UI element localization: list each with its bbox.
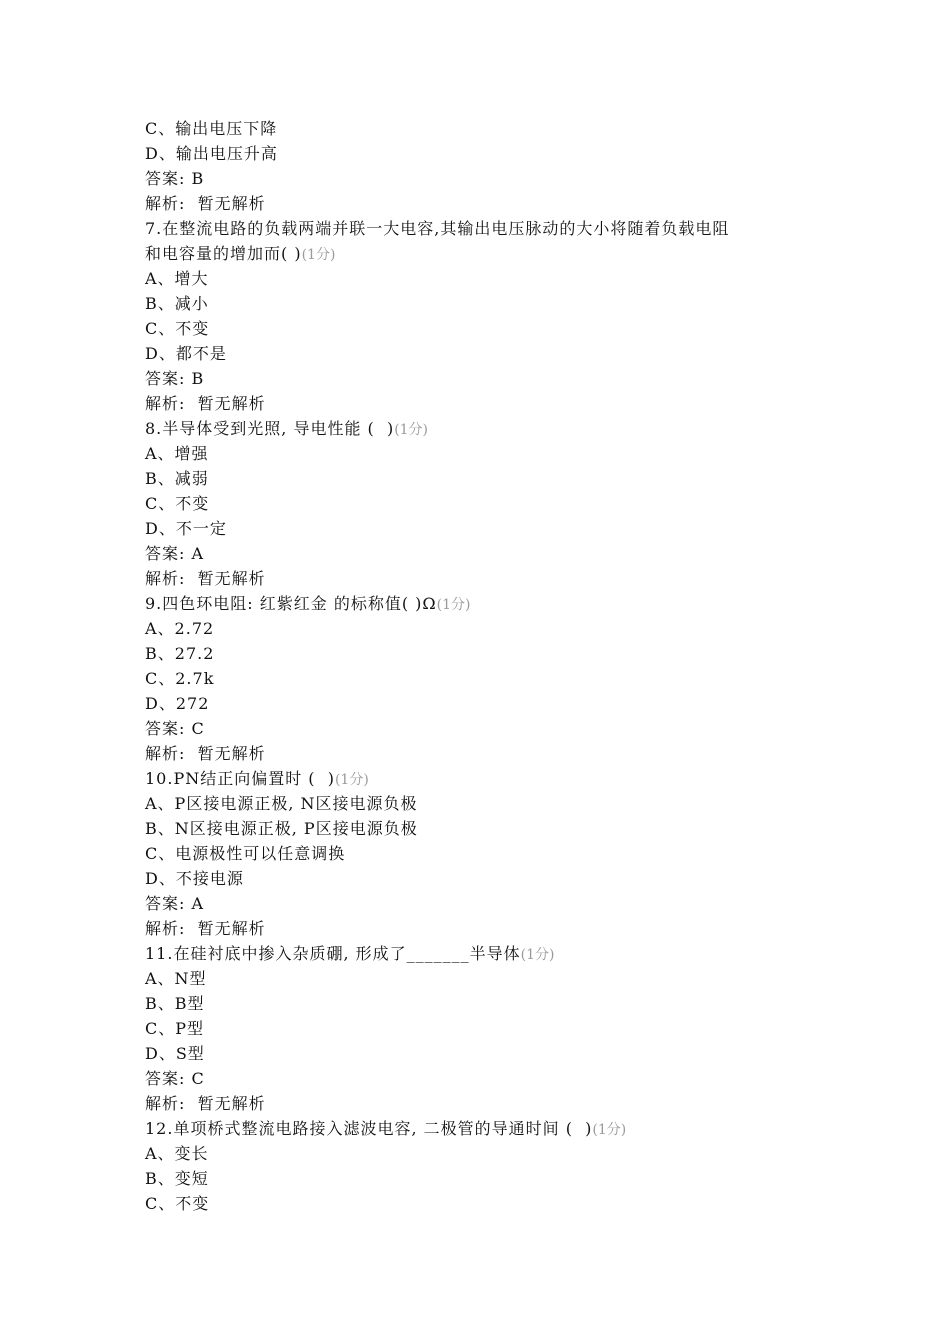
line-text: 答案: B xyxy=(145,369,205,388)
score-label: (1分) xyxy=(436,597,471,613)
text-line xyxy=(145,1066,845,1091)
line-text: B、减小 xyxy=(145,294,209,313)
line-text: 答案: B xyxy=(145,169,205,188)
text-line xyxy=(145,541,845,566)
line-text: A、增大 xyxy=(145,269,209,288)
line-text: A、变长 xyxy=(145,1144,209,1163)
text-line xyxy=(145,666,845,691)
line-text: A、2.72 xyxy=(145,619,215,638)
text-line xyxy=(145,766,845,791)
line-text: 解析: 暂无解析 xyxy=(145,194,266,213)
text-line xyxy=(145,166,845,191)
line-text: C、输出电压下降 xyxy=(145,119,278,138)
line-text: D、S型 xyxy=(145,1044,205,1063)
line-text: B、27.2 xyxy=(145,644,215,663)
text-line xyxy=(145,291,845,316)
text-line xyxy=(145,891,845,916)
text-line xyxy=(145,1191,845,1216)
text-line xyxy=(145,641,845,666)
line-text: 解析: 暂无解析 xyxy=(145,394,266,413)
line-text: B、N区接电源正极, P区接电源负极 xyxy=(145,819,418,838)
line-text: C、不变 xyxy=(145,1194,210,1213)
text-line xyxy=(145,516,845,541)
line-text: 答案: C xyxy=(145,719,205,738)
text-line xyxy=(145,991,845,1016)
line-text: A、N型 xyxy=(145,969,207,988)
line-text: C、不变 xyxy=(145,494,210,513)
score-label: (1分) xyxy=(394,422,429,438)
text-line xyxy=(145,191,845,216)
line-text: 11.在硅衬底中掺入杂质硼, 形成了_______半导体 xyxy=(145,944,521,963)
line-text: 9.四色环电阻: 红紫红金 的标称值( )Ω xyxy=(145,594,437,613)
text-line xyxy=(145,691,845,716)
text-line xyxy=(145,341,845,366)
line-text: 解析: 暂无解析 xyxy=(145,744,266,763)
line-text: 10.PN结正向偏置时 ( ) xyxy=(145,769,335,788)
text-line xyxy=(145,491,845,516)
text-line xyxy=(145,616,845,641)
text-line xyxy=(145,1016,845,1041)
line-text: 答案: C xyxy=(145,1069,205,1088)
text-line xyxy=(145,141,845,166)
line-text: 12.单项桥式整流电路接入滤波电容, 二极管的导通时间 ( ) xyxy=(145,1119,593,1138)
text-line xyxy=(145,1041,845,1066)
text-line xyxy=(145,466,845,491)
text-line xyxy=(145,716,845,741)
line-text: 答案: A xyxy=(145,544,205,563)
line-text: C、不变 xyxy=(145,319,210,338)
line-text: 7.在整流电路的负载两端并联一大电容,其输出电压脉动的大小将随着负载电阻 xyxy=(145,219,730,238)
line-text: B、变短 xyxy=(145,1169,209,1188)
text-line xyxy=(145,391,845,416)
text-line xyxy=(145,416,845,441)
text-line xyxy=(145,1116,845,1141)
text-line xyxy=(145,216,845,241)
text-line xyxy=(145,1091,845,1116)
text-line xyxy=(145,741,845,766)
line-text: 解析: 暂无解析 xyxy=(145,569,266,588)
line-text: A、P区接电源正极, N区接电源负极 xyxy=(145,794,418,813)
score-label: (1分) xyxy=(301,247,336,263)
text-line xyxy=(145,816,845,841)
text-line xyxy=(145,941,845,966)
text-line xyxy=(145,966,845,991)
text-line xyxy=(145,266,845,291)
line-text: C、2.7k xyxy=(145,669,215,688)
text-line xyxy=(145,916,845,941)
line-text: D、不接电源 xyxy=(145,869,244,888)
text-line xyxy=(145,116,845,141)
line-text: 8.半导体受到光照, 导电性能 ( ) xyxy=(145,419,395,438)
line-text: 和电容量的增加而( ) xyxy=(145,244,302,263)
document-page xyxy=(145,116,845,1216)
text-line xyxy=(145,791,845,816)
line-text: B、B型 xyxy=(145,994,205,1013)
line-text: B、减弱 xyxy=(145,469,209,488)
line-text: 解析: 暂无解析 xyxy=(145,1094,266,1113)
score-label: (1分) xyxy=(592,1122,627,1138)
text-line xyxy=(145,441,845,466)
line-text: D、272 xyxy=(145,694,210,713)
text-line xyxy=(145,1166,845,1191)
text-line xyxy=(145,366,845,391)
line-text: A、增强 xyxy=(145,444,209,463)
text-line xyxy=(145,841,845,866)
text-line xyxy=(145,566,845,591)
line-text: D、不一定 xyxy=(145,519,227,538)
score-label: (1分) xyxy=(520,947,555,963)
line-text: D、都不是 xyxy=(145,344,227,363)
line-text: C、电源极性可以任意调换 xyxy=(145,844,346,863)
text-line xyxy=(145,316,845,341)
text-line xyxy=(145,866,845,891)
line-text: D、输出电压升高 xyxy=(145,144,278,163)
text-line xyxy=(145,591,845,616)
line-text: C、P型 xyxy=(145,1019,205,1038)
line-text: 解析: 暂无解析 xyxy=(145,919,266,938)
score-label: (1分) xyxy=(334,772,369,788)
line-text: 答案: A xyxy=(145,894,205,913)
text-line xyxy=(145,241,845,266)
text-line xyxy=(145,1141,845,1166)
